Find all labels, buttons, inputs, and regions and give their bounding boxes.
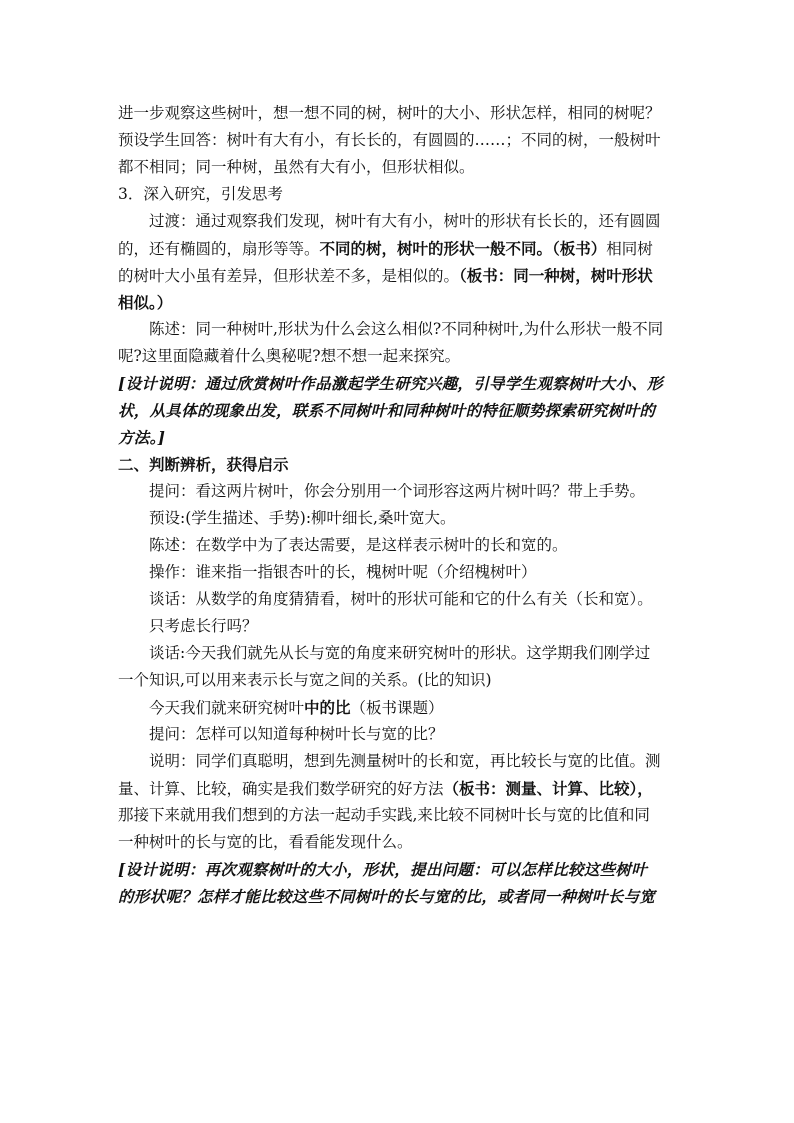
text-line: 谈话:今天我们就先从长与宽的角度来研究树叶的形状。这学期我们刚学过	[149, 644, 651, 662]
text-line: 那接下来就用我们想到的方法一起动手实践,来比较不同树叶长与宽的比值和同	[118, 806, 650, 824]
text-line: 一种树叶的长与宽的比，看看能发现什么。	[118, 833, 413, 851]
text-line	[118, 235, 678, 262]
text-line	[118, 775, 678, 802]
bold-text: （板书：同一种树，树叶形状	[459, 266, 653, 285]
text-span: （板书课题）	[350, 699, 444, 717]
text-line: 陈述：同一种树叶,形状为什么会这么相似?不同种树叶,为什么形状一般不同	[149, 320, 664, 338]
text-line: 谈话：从数学的角度猜猜看，树叶的形状可能和它的什么有关（长和宽）。	[149, 590, 653, 608]
design-note: [设计说明：通过欣赏树叶作品激起学生研究兴趣，引导学生观察树叶大小、形	[118, 374, 663, 393]
bold-text: 中的比	[304, 698, 351, 717]
text-line	[118, 694, 678, 721]
bold-text: 不同的树，树叶的形状一般不同。（板书）	[319, 239, 607, 258]
text-span: 相同树	[606, 240, 653, 258]
design-note: 的形状呢？怎样才能比较这些不同树叶的长与宽的比，或者同一种树叶长与宽	[118, 887, 656, 906]
text-span: 的树叶大小虽有差异，但形状差不多，是相似的。	[118, 267, 460, 285]
section-heading-2: 二、判断辨析，获得启示	[118, 455, 289, 474]
text-line: 都不相同；同一种树，虽然有大有小，但形状相似。	[118, 158, 475, 176]
bold-text: 相似。）	[118, 293, 173, 312]
text-line: 只考虑长行吗？	[149, 617, 258, 635]
text-line: 预设学生回答：树叶有大有小，有长长的，有圆圆的……；不同的树，一般树叶	[118, 131, 661, 149]
text-line: 操作：谁来指一指银杏叶的长，槐树叶呢（介绍槐树叶）	[149, 563, 537, 581]
text-line: 进一步观察这些树叶，想一想不同的树，树叶的大小、形状怎样，相同的树呢？	[118, 104, 661, 122]
document-body	[118, 100, 678, 910]
text-line: 提问：看这两片树叶，你会分别用一个词形容这两片树叶吗？带上手势。	[149, 482, 646, 500]
text-line: 一个知识,可以用来表示长与宽之间的关系。(比的知识)	[118, 671, 492, 689]
design-note: 状，从具体的现象出发，联系不同树叶和同种树叶的特征顺势探索研究树叶的	[118, 401, 656, 420]
text-line: 过渡：通过观察我们发现，树叶有大有小，树叶的形状有长长的，还有圆圆	[149, 212, 661, 230]
text-line: 说明：同学们真聪明，想到先测量树叶的长和宽，再比较长与宽的比值。测	[149, 752, 661, 770]
text-line	[118, 262, 678, 289]
text-line: 陈述：在数学中为了表达需要，是这样表示树叶的长和宽的。	[149, 536, 568, 554]
text-line: 提问：怎样可以知道每种树叶长与宽的比？	[149, 725, 444, 743]
text-line: 预设:(学生描述、手势):柳叶细长,桑叶宽大。	[149, 509, 456, 527]
text-line: 呢?这里面隐藏着什么奥秘呢?想不想一起来探究。	[118, 347, 461, 365]
text-span: 量、计算、比较，确实是我们数学研究的好方法	[118, 780, 444, 798]
text-span: 的，还有椭圆的，扇形等等。	[118, 240, 320, 258]
text-span: 今天我们就来研究树叶	[149, 699, 305, 717]
design-note: 方法。]	[118, 428, 166, 447]
section-heading-3: 3．深入研究，引发思考	[118, 185, 283, 203]
design-note: [设计说明：再次观察树叶的大小，形状，提出问题：可以怎样比较这些树叶	[118, 860, 648, 879]
bold-text: （板书：测量、计算、比较），	[443, 779, 653, 798]
